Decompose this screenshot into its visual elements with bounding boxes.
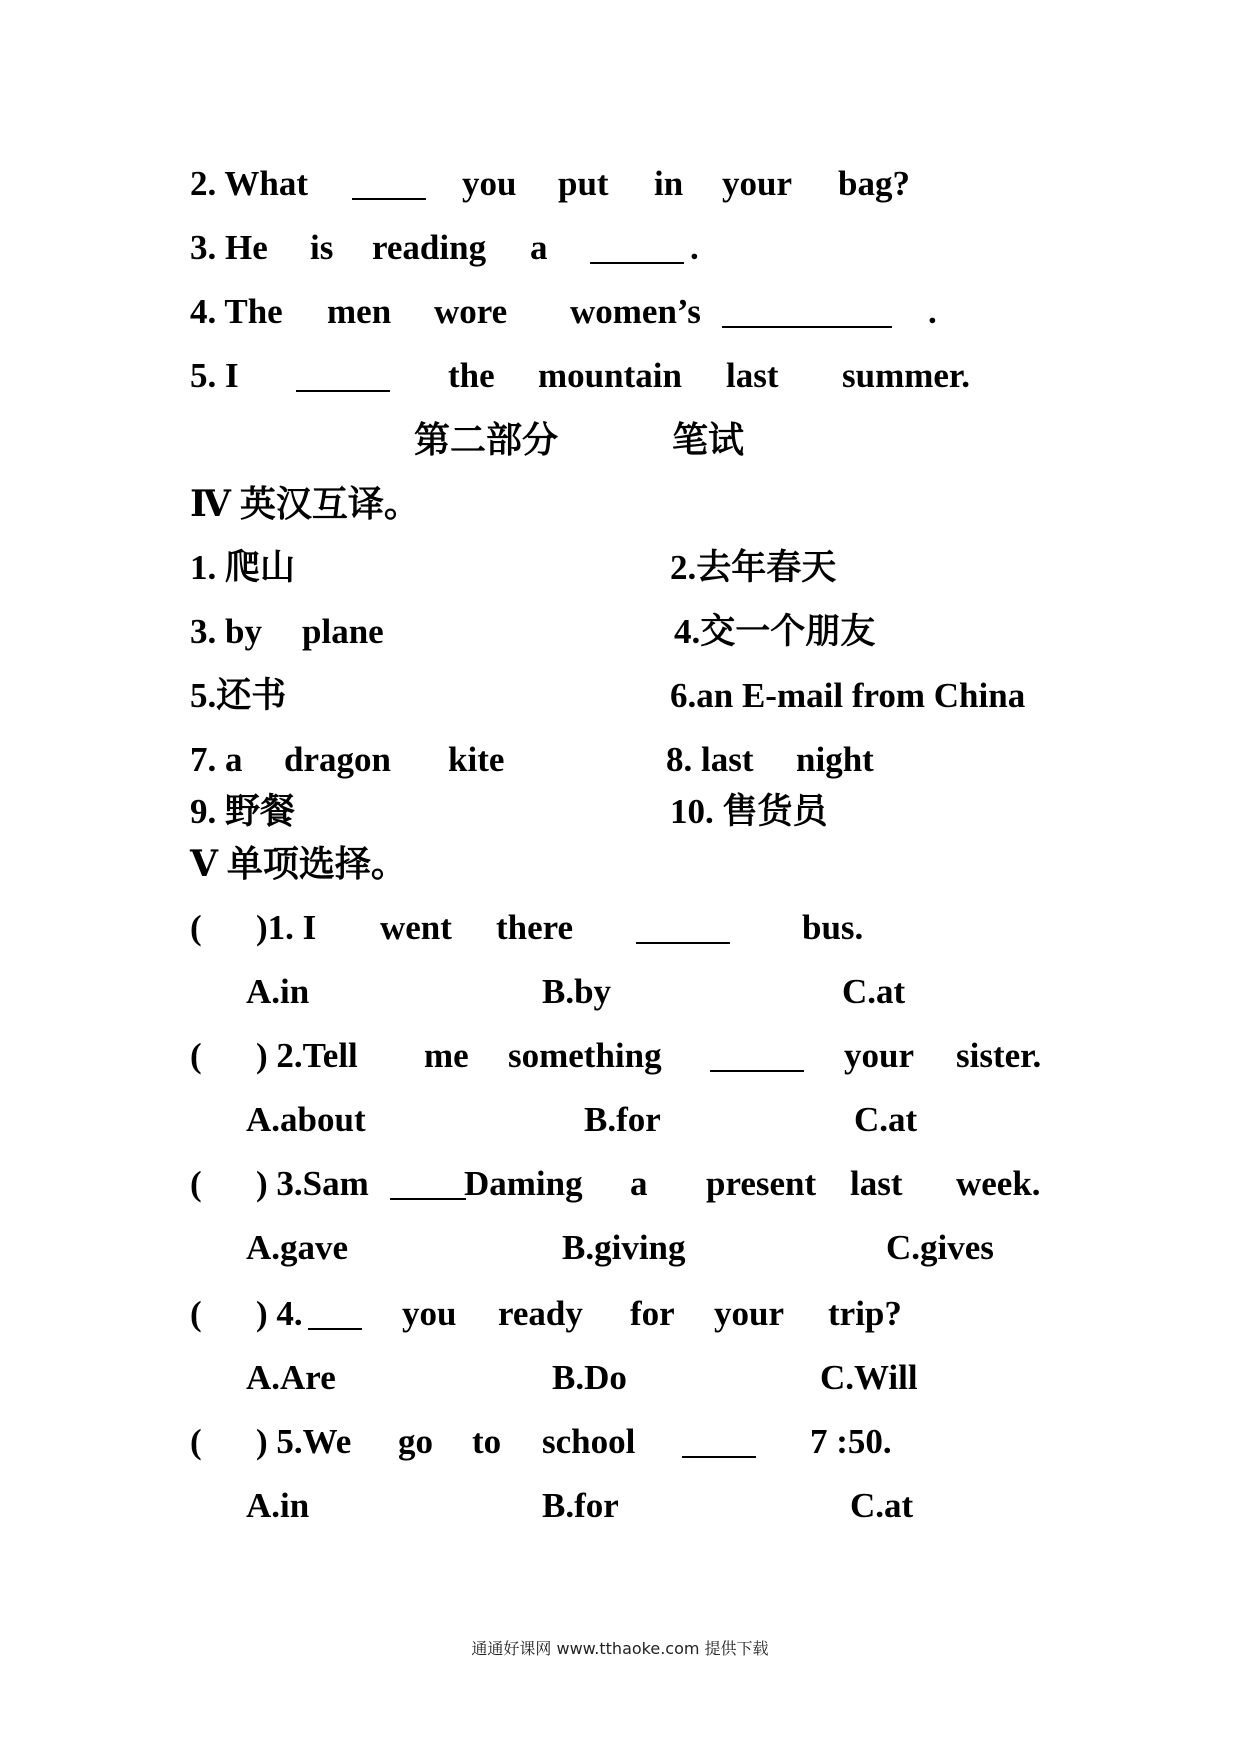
question-word: )1. I: [256, 908, 317, 947]
section-heading: Ⅴ 单项选择。: [190, 844, 407, 884]
translation-item: kite: [448, 740, 505, 779]
answer-blank[interactable]: [636, 942, 730, 944]
q4-word: 4. The: [190, 292, 283, 331]
question-word: week.: [956, 1164, 1041, 1203]
option-a[interactable]: A.in: [246, 972, 310, 1011]
q3-word: a: [530, 228, 548, 267]
translation-item: 8. last: [666, 740, 754, 779]
question-word: for: [630, 1294, 675, 1333]
translation-item: 6.an E-mail from China: [670, 676, 1026, 715]
translation-item: 3. by: [190, 612, 262, 651]
answer-blank[interactable]: [390, 1198, 466, 1200]
question-word: your: [844, 1036, 914, 1075]
answer-blank[interactable]: [682, 1456, 756, 1458]
translation-item: 7. a: [190, 740, 243, 779]
q2-word: you: [462, 164, 517, 203]
translation-item: 9. 野餐: [190, 792, 296, 831]
question-word: sister.: [956, 1036, 1042, 1075]
q3-word: is: [310, 228, 334, 267]
question-word: present: [706, 1164, 817, 1203]
option-b[interactable]: B.by: [542, 972, 612, 1011]
option-c[interactable]: C.at: [842, 972, 906, 1011]
translation-item: 10. 售货员: [670, 792, 828, 831]
option-c[interactable]: C.at: [850, 1486, 914, 1525]
question-word: something: [508, 1036, 662, 1075]
q5-word: 5. I: [190, 356, 239, 395]
q2-word: put: [558, 164, 609, 203]
download-footer: 通通好课网 www.tthaoke.com 提供下载: [471, 1639, 769, 1658]
answer-blank[interactable]: [308, 1328, 362, 1330]
part-title: 笔试: [672, 420, 745, 460]
option-a[interactable]: A.about: [246, 1100, 366, 1139]
q3-word: reading: [372, 228, 487, 267]
translation-item: night: [796, 740, 874, 779]
answer-paren[interactable]: (: [190, 1164, 202, 1203]
q5-word: the: [448, 356, 495, 395]
answer-blank[interactable]: [722, 326, 892, 328]
question-word: there: [496, 908, 574, 947]
question-word: you: [402, 1294, 457, 1333]
translation-item: 5.还书: [190, 676, 287, 715]
q2-word: in: [654, 164, 684, 203]
q4-word: women’s: [570, 292, 701, 331]
answer-blank[interactable]: [296, 390, 390, 392]
option-b[interactable]: B.for: [542, 1486, 619, 1525]
option-c[interactable]: C.at: [854, 1100, 918, 1139]
translation-item: 4.交一个朋友: [674, 612, 876, 651]
q2-word: your: [722, 164, 792, 203]
q3-word: .: [690, 228, 699, 267]
question-word: school: [542, 1422, 636, 1461]
question-word: 7 :50.: [810, 1422, 892, 1461]
question-word: trip?: [828, 1294, 902, 1333]
answer-blank[interactable]: [590, 262, 684, 264]
q5-word: mountain: [538, 356, 682, 395]
question-word: ) 2.Tell: [256, 1036, 358, 1075]
question-word: your: [714, 1294, 784, 1333]
option-a[interactable]: A.in: [246, 1486, 310, 1525]
q5-word: last: [726, 356, 779, 395]
option-a[interactable]: A.gave: [246, 1228, 349, 1267]
question-word: last: [850, 1164, 903, 1203]
answer-paren[interactable]: (: [190, 1422, 202, 1461]
option-b[interactable]: B.Do: [552, 1358, 627, 1397]
question-word: Daming: [464, 1164, 583, 1203]
translation-item: dragon: [284, 740, 391, 779]
question-word: ) 3.Sam: [256, 1164, 369, 1203]
option-b[interactable]: B.for: [584, 1100, 661, 1139]
translation-item: 2.去年春天: [670, 548, 837, 587]
q4-word: .: [928, 292, 937, 331]
question-word: ) 4.: [256, 1294, 303, 1333]
question-word: ) 5.We: [256, 1422, 352, 1461]
translation-item: 1. 爬山: [190, 548, 296, 587]
question-word: a: [630, 1164, 648, 1203]
option-c[interactable]: C.Will: [820, 1358, 918, 1397]
question-word: ready: [498, 1294, 583, 1333]
answer-blank[interactable]: [710, 1070, 804, 1072]
question-word: went: [380, 908, 452, 947]
q2-word: bag?: [838, 164, 910, 203]
q2-word: 2. What: [190, 164, 308, 203]
q4-word: men: [327, 292, 392, 331]
q5-word: summer.: [842, 356, 971, 395]
part-label: 第二部分: [414, 420, 559, 460]
question-word: to: [472, 1422, 502, 1461]
answer-paren[interactable]: (: [190, 908, 202, 947]
option-a[interactable]: A.Are: [246, 1358, 336, 1397]
question-word: me: [424, 1036, 469, 1075]
answer-blank[interactable]: [352, 198, 426, 200]
answer-paren[interactable]: (: [190, 1294, 202, 1333]
q3-word: 3. He: [190, 228, 268, 267]
translation-item: plane: [302, 612, 384, 651]
option-c[interactable]: C.gives: [886, 1228, 994, 1267]
option-b[interactable]: B.giving: [562, 1228, 686, 1267]
answer-paren[interactable]: (: [190, 1036, 202, 1075]
q4-word: wore: [434, 292, 508, 331]
question-word: go: [398, 1422, 433, 1461]
section-heading: Ⅳ 英汉互译。: [190, 484, 420, 524]
question-word: bus.: [802, 908, 864, 947]
